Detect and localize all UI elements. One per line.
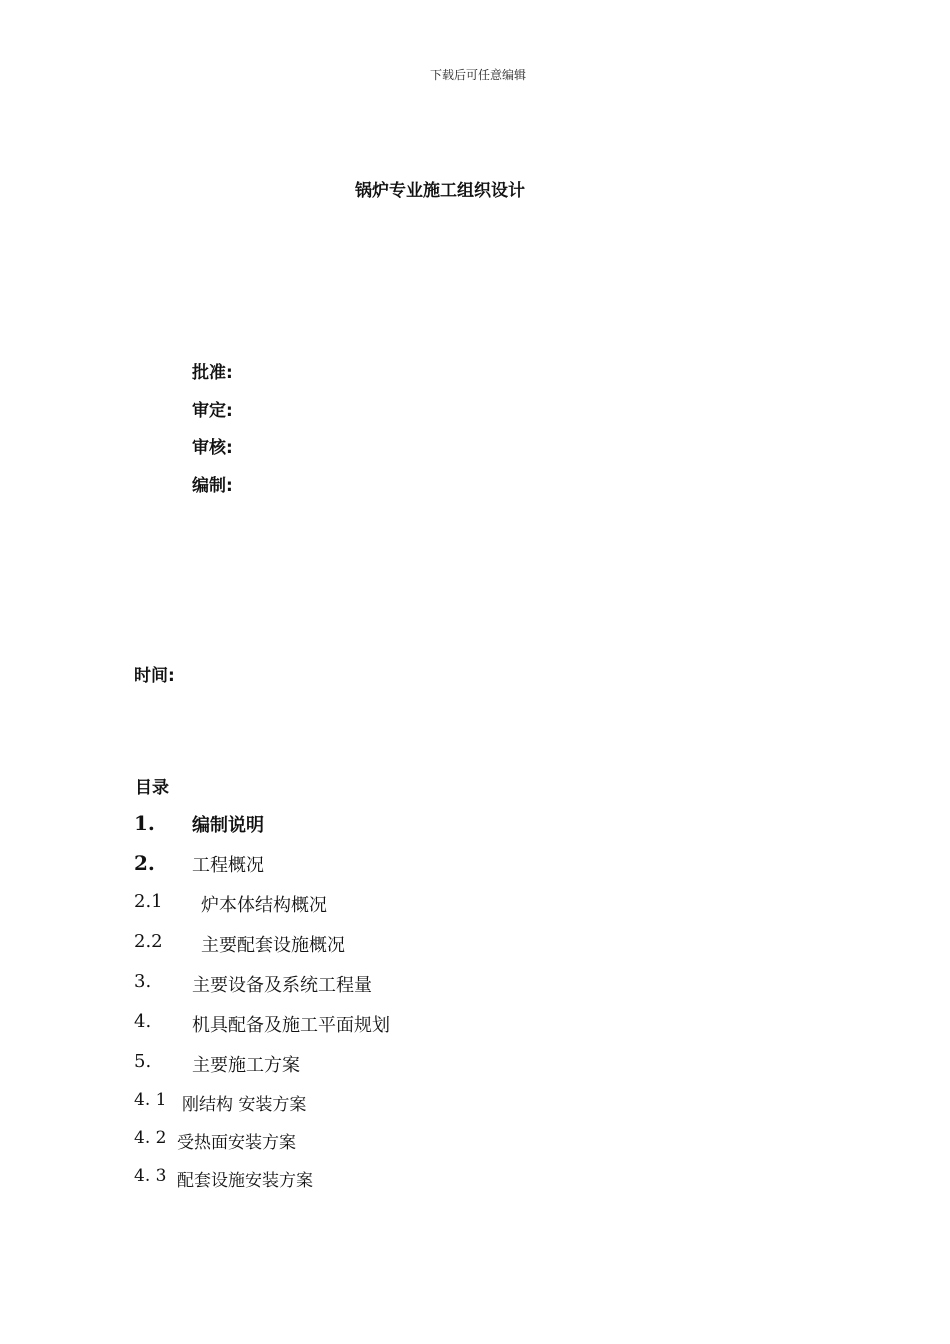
header-note: 下载后可任意编辑 xyxy=(429,68,526,82)
document-title: 锅炉专业施工组织设计 xyxy=(355,181,525,201)
signature-approve: 批准: xyxy=(192,363,233,383)
toc-item-text: 主要设备及系统工程量 xyxy=(192,975,372,996)
signature-review: 审核: xyxy=(192,438,233,458)
toc-item-text: 主要配套设施概况 xyxy=(201,935,345,956)
signature-block xyxy=(192,361,233,511)
toc-item-text: 炉本体结构概况 xyxy=(201,895,327,916)
toc-item-number: 3. xyxy=(134,971,152,992)
toc-item-number: 2.1 xyxy=(134,891,163,912)
toc-item-number: 1. xyxy=(134,811,155,835)
toc-item-text: 受热面安装方案 xyxy=(177,1133,296,1153)
toc-item-number: 2.2 xyxy=(134,931,163,952)
toc-item-text: 刚结构 安装方案 xyxy=(182,1095,307,1115)
signature-finalize: 审定: xyxy=(192,400,233,421)
toc-item-text: 主要施工方案 xyxy=(192,1055,300,1076)
toc-item-number: 4. 2 xyxy=(134,1128,167,1148)
toc-item-number: 4. xyxy=(134,1011,152,1032)
toc-item-number: 2. xyxy=(134,851,155,875)
toc-heading: 目录 xyxy=(135,778,169,798)
toc-item-number: 4. 3 xyxy=(134,1166,167,1186)
toc-item-number: 4. 1 xyxy=(134,1090,167,1110)
toc-item-text: 配套设施安装方案 xyxy=(177,1171,313,1191)
toc-item-text: 机具配备及施工平面规划 xyxy=(192,1015,390,1036)
time-label: 时间: xyxy=(134,666,175,686)
signature-compile: 编制: xyxy=(192,475,233,496)
toc-item-text: 工程概况 xyxy=(192,855,264,876)
toc-item-number: 5. xyxy=(134,1051,152,1072)
toc-item-text: 编制说明 xyxy=(192,815,264,836)
